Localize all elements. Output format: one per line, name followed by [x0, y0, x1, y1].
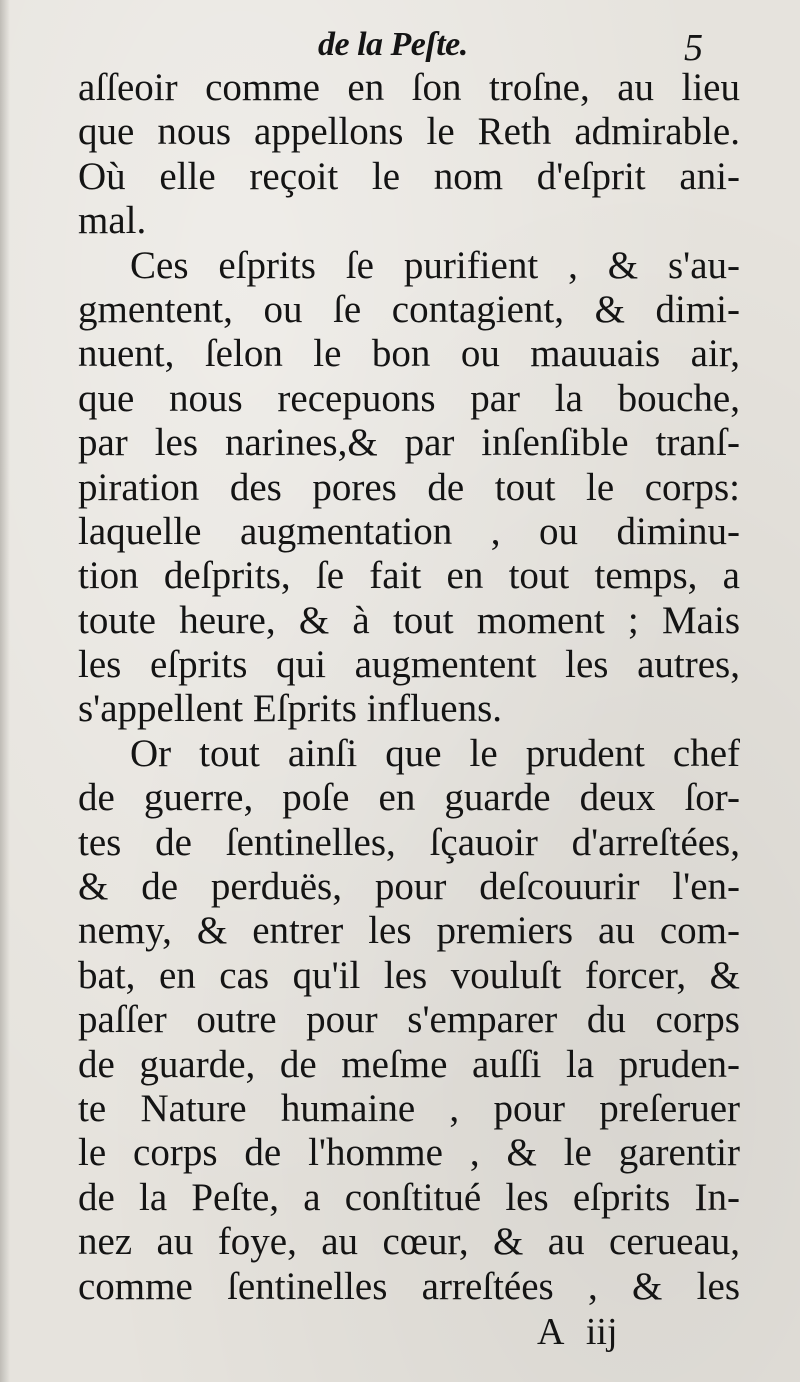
text-line: bat, en cas qu'il les vouluſt forcer, &: [78, 953, 740, 997]
text-line: Or tout ainſi que le prudent chef: [130, 731, 740, 775]
page-header: [0, 18, 800, 68]
body-text: [78, 66, 740, 1309]
text-line: aſſeoir comme en ſon troſne, au lieu: [78, 66, 740, 109]
text-line: de guarde, de meſme auſſi la pruden-: [78, 1042, 740, 1086]
text-line: Où elle reçoit le nom d'eſprit ani-: [78, 154, 740, 198]
text-line: toute heure, & à tout moment ; Mais: [78, 598, 740, 642]
text-line: le corps de l'homme , & le garentir: [78, 1131, 740, 1175]
text-line: nuent, ſelon le bon ou mauuais air,: [78, 332, 740, 376]
text-line: de la Peſte, a conſtitué les eſprits In-: [78, 1175, 740, 1219]
text-line: & de perduës, pour deſcouurir l'en-: [78, 865, 740, 909]
page-edge-shadow: [0, 0, 10, 1382]
text-line: tion deſprits, ſe fait en tout temps, a: [78, 554, 740, 598]
text-line: mal.: [78, 199, 147, 243]
text-line: te Nature humaine , pour preſeruer: [78, 1086, 740, 1130]
text-line: Ces eſprits ſe purifient , & s'au-: [130, 243, 740, 287]
text-line: que nous recepuons par la bouche,: [78, 376, 740, 420]
text-line: gmentent, ou ſe contagient, & dimi-: [78, 287, 740, 331]
text-line: paſſer outre pour s'emparer du corps: [78, 998, 740, 1042]
page-footer: [0, 1310, 800, 1360]
text-line: que nous appellons le Reth admirable.: [78, 110, 740, 154]
page-number: 5: [684, 27, 703, 69]
text-line: laquelle augmentation , ou diminu-: [78, 509, 740, 553]
text-line: nemy, & entrer les premiers au com-: [78, 909, 740, 953]
running-head: de la Peſte.: [318, 26, 468, 63]
text-line: nez au foye, au cœur, & au cerueau,: [78, 1220, 740, 1264]
text-line: les eſprits qui augmentent les autres,: [78, 643, 740, 687]
signature-mark: A iij: [537, 1311, 618, 1353]
text-line: comme ſentinelles arreſtées , & les: [78, 1264, 740, 1308]
text-line: piration des pores de tout le corps:: [78, 465, 740, 509]
text-line: par les narines,& par inſenſible tranſ-: [78, 421, 740, 465]
text-line: tes de ſentinelles, ſçauoir d'arreſtées,: [78, 820, 740, 864]
text-line: s'appellent Eſprits influens.: [78, 687, 503, 731]
text-line: de guerre, poſe en guarde deux ſor-: [78, 776, 740, 820]
